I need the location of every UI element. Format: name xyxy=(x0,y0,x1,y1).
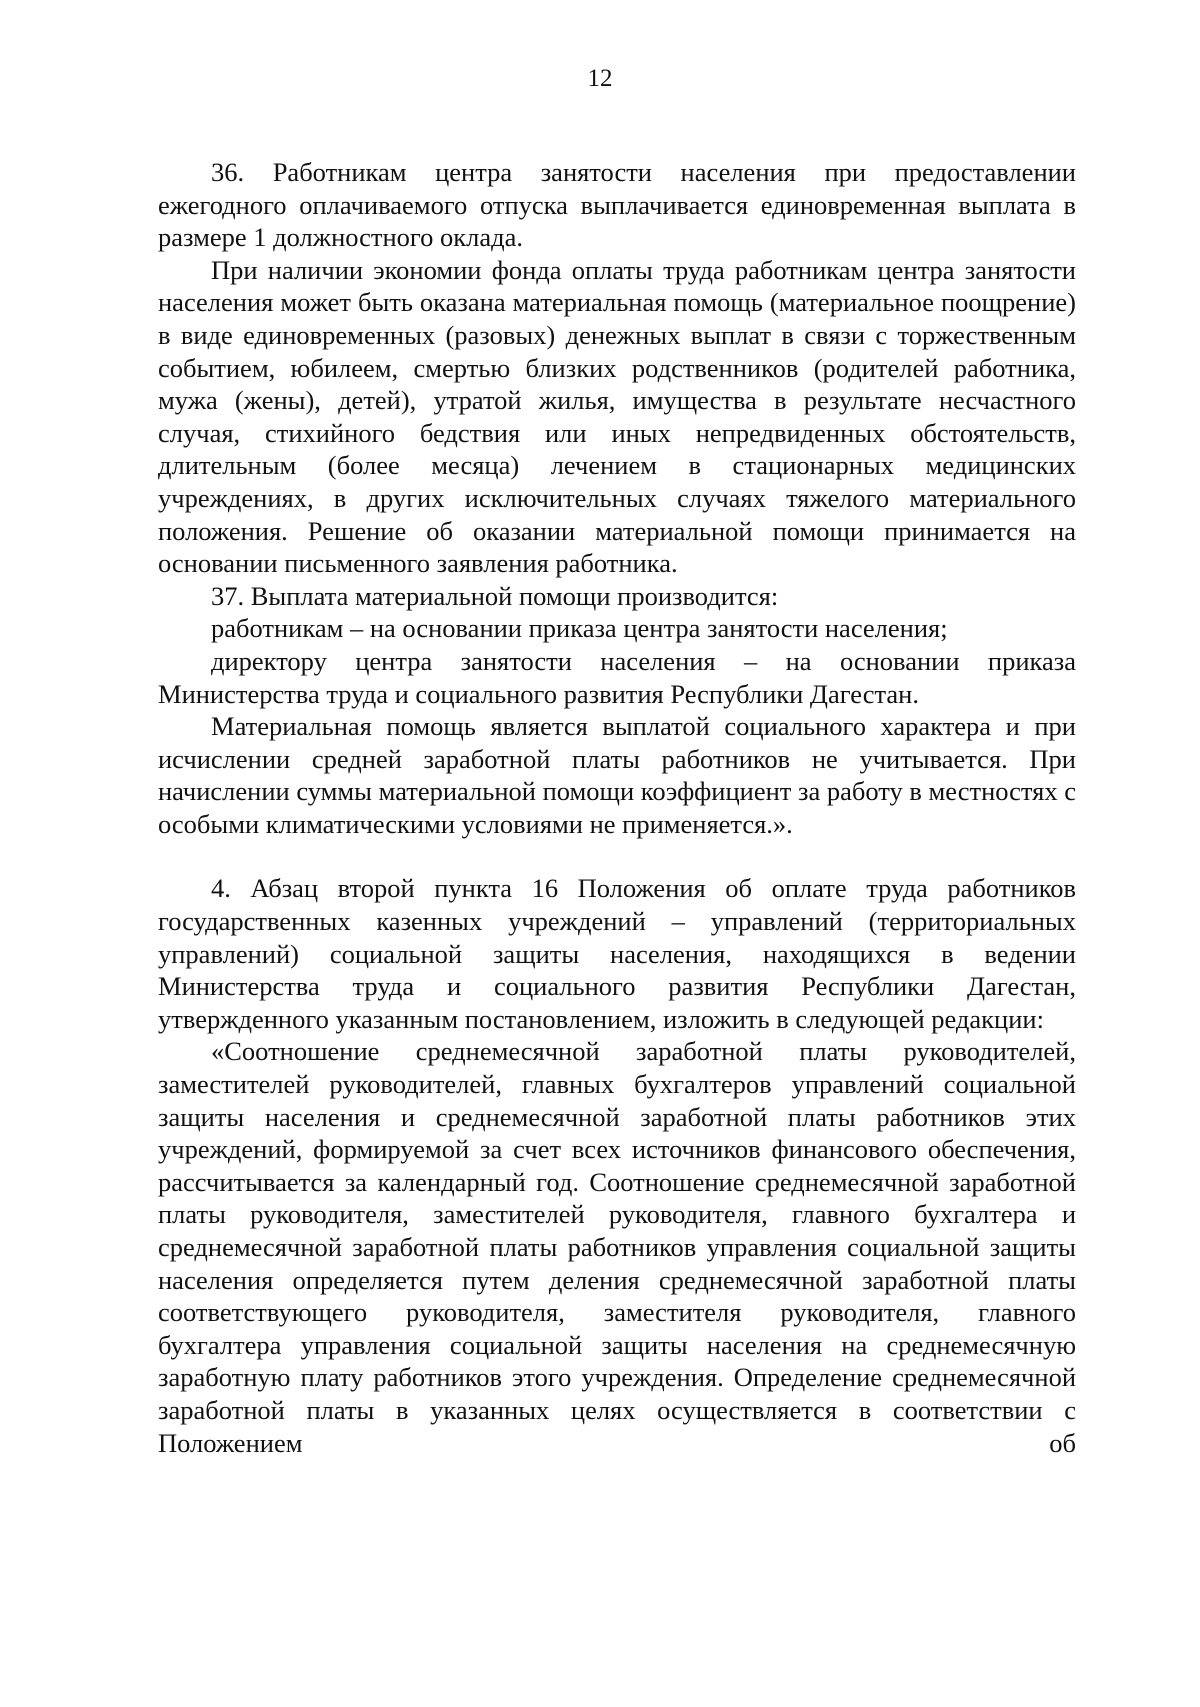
document-body xyxy=(158,156,1076,1459)
paragraph-4: 4. Абзац второй пункта 16 Положения об оплате труда работников государственных казенных учреждений – управлений (территориальных управлений) социальной защиты населения, находящихся в ведении Министерства труда и социального развития Республики Дагестан, утвержденного указанным постановлением, изложить в следующей редакции: xyxy=(158,873,1076,1034)
page-number: 12 xyxy=(587,65,613,92)
paragraph-4-ratio: «Соотношение среднемесячной заработной платы руководителей, заместителей руководителей, главных бухгалтеров управлений социальной защиты населения и среднемесячной заработной платы работников этих учреждений, формируемой за счет всех источников финансового обеспечения, рассчитывается за календарный год. Соотношение среднемесячной заработной платы руководителя, заместителей руководителя, главного бухгалтера и среднемесячной заработной платы работников управления социальной защиты населения определяется путем деления среднемесячной заработной платы соответствующего руководителя, заместителя руководителя, главного бухгалтера управления социальной защиты населения на среднемесячную заработную плату работников этого учреждения. Определение среднемесячной заработной платы в указанных целях осуществляется в соответствии с Положением об xyxy=(158,1036,1076,1458)
paragraph-37-social-character: Материальная помощь является выплатой социального характера и при исчислении средней заработной платы работников не учитывается. При начислении суммы материальной помощи коэффициент за работу в местностях с особыми климатическими условиями не применяется.». xyxy=(158,711,1076,839)
paragraph-37-director: директору центра занятости населения – на основании приказа Министерства труда и социального развития Республики Дагестан. xyxy=(158,645,1076,709)
paragraph-gap xyxy=(158,840,1076,872)
paragraph-material-aid: При наличии экономии фонда оплаты труда работникам центра занятости населения может быть оказана материальная помощь (материальное поощрение) в виде единовременных (разовых) денежных выплат в связи с торжественным событием, юбилеем, смертью близких родственников (родителей работника, мужа (жены), детей), утратой жилья, имущества в результате несчастного случая, стихийного бедствия или иных непредвиденных обстоятельств, длительным (более месяца) лечением в стационарных медицинских учреждениях, в других исключительных случаях тяжелого материального положения. Решение об оказании материальной помощи принимается на основании письменного заявления работника. xyxy=(158,254,1076,579)
paragraph-37: 37. Выплата материальной помощи производится: xyxy=(211,580,779,611)
paragraph-37-workers: работникам – на основании приказа центра занятости населения; xyxy=(211,613,948,644)
paragraph-36: 36. Работникам центра занятости населения при предоставлении ежегодного оплачиваемого отпуска выплачивается единовременная выплата в размере 1 должностного оклада. xyxy=(158,157,1076,253)
